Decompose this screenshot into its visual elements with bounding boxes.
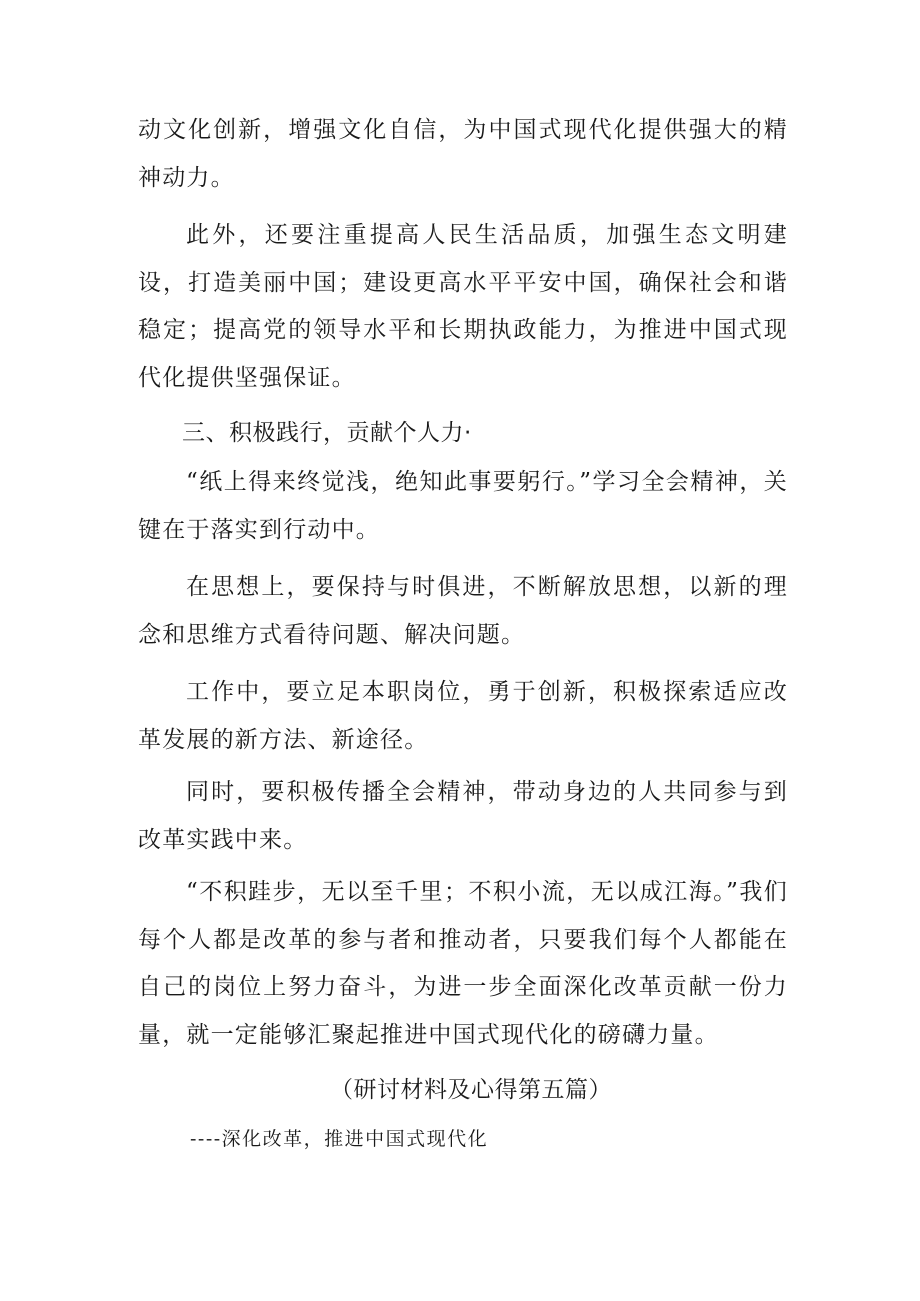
paragraph-cultural-innovation: 动文化创新，增强文化自信，为中国式现代化提供强大的精神动力。 xyxy=(138,117,788,191)
paragraph-living-quality: 此外，还要注重提高人民生活品质，加强生态文明建设，打造美丽中国；建设更高水平平安中国，确保社会和谐稳定；提高党的领导水平和长期执政能力，为推进中国式现代化提供坚强保证。 xyxy=(138,222,788,391)
paragraph-quote-practice: “纸上得来终觉浅，绝知此事要躬行。”学习全会精神，关键在于落实到行动中。 xyxy=(138,469,788,543)
next-article-title: （研讨材料及心得第五篇） xyxy=(330,1077,612,1103)
paragraph-work: 工作中，要立足本职岗位，勇于创新，积极探索适应改革发展的新方法、新途径。 xyxy=(138,679,788,753)
paragraph-spread-spirit: 同时，要积极传播全会精神，带动身边的人共同参与到改革实践中来。 xyxy=(138,779,788,853)
section-heading-three: 三、积极践行，贡献个人力· xyxy=(182,420,472,446)
next-article-subtitle: ----深化改革，推进中国式现代化 xyxy=(190,1128,489,1150)
paragraph-quote-steps: “不积跬步，无以至千里；不积小流，无以成江海。”我们每个人都是改革的参与者和推动者，只要我们每个人都能在自己的岗位上努力奋斗，为进一步全面深化改革贡献一份力量，就一定能够汇聚起推进中国式现代化的磅礴力量。 xyxy=(138,879,788,1048)
paragraph-thinking: 在思想上，要保持与时俱进，不断解放思想，以新的理念和思维方式看待问题、解决问题。 xyxy=(138,574,788,648)
